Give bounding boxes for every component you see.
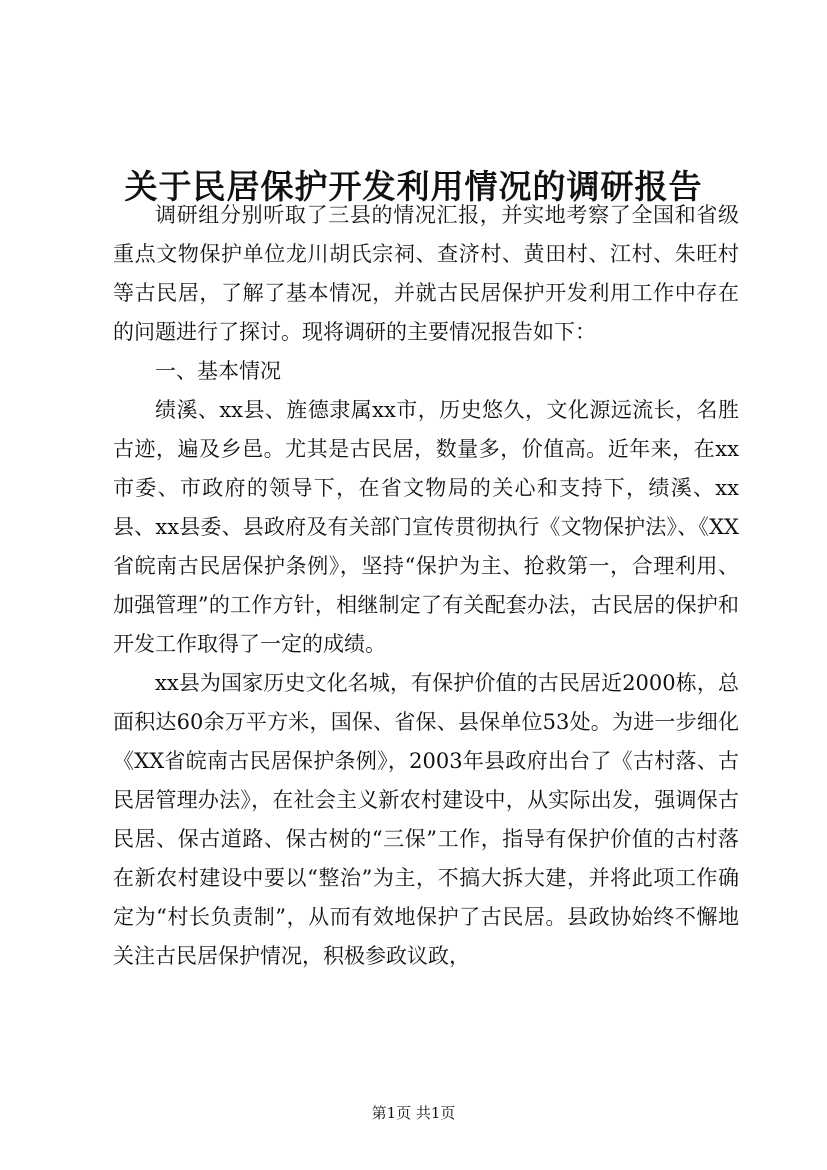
document-body: [113, 196, 739, 976]
section-heading-basic: 一、基本情况: [155, 359, 281, 383]
paragraph-basic-overview: 绩溪、xx县、旌德隶属xx市，历史悠久，文化源远流长，名胜古迹，遍及乡邑。尤其是古民居，数量多，价值高。近年来，在xx市委、市政府的领导下，在省文物局的关心和支持下，绩溪、xx县、xx县委、县政府及有关部门宣传贯彻执行《文物保护法》、《XX省皖南古民居保护条例》，坚持“保护为主、抢救第一，合理利用、加强管理”的工作方针，相继制定了有关配套办法，古民居的保护和开发工作取得了一定的成绩。: [113, 398, 739, 656]
document-title: 关于民居保护开发利用情况的调研报告: [124, 167, 703, 207]
paragraph-intro: 调研组分别听取了三县的情况汇报，并实地考察了全国和省级重点文物保护单位龙川胡氏宗祠、查济村、黄田村、江村、朱旺村等古民居，了解了基本情况，并就古民居保护开发利用工作中存在的问题进行了探讨。现将调研的主要情况报告如下：: [113, 203, 739, 344]
page-footer: 第1页 共1页: [371, 1104, 456, 1122]
paragraph-county-detail: xx县为国家历史文化名城，有保护价值的古民居近2000栋，总面积达60余万平方米，国保、省保、县保单位53处。为进一步细化《XX省皖南古民居保护条例》，2003年县政府出台了《古村落、古民居管理办法》，在社会主义新农村建设中，从实际出发，强调保古民居、保古道路、保古树的“三保”工作，指导有保护价值的古村落在新农村建设中要以“整治”为主，不搞大拆大建，并将此项工作确定为“村长负责制”，从而有效地保护了古民居。县政协始终不懈地关注古民居保护情况，积极参政议政，: [113, 671, 739, 968]
